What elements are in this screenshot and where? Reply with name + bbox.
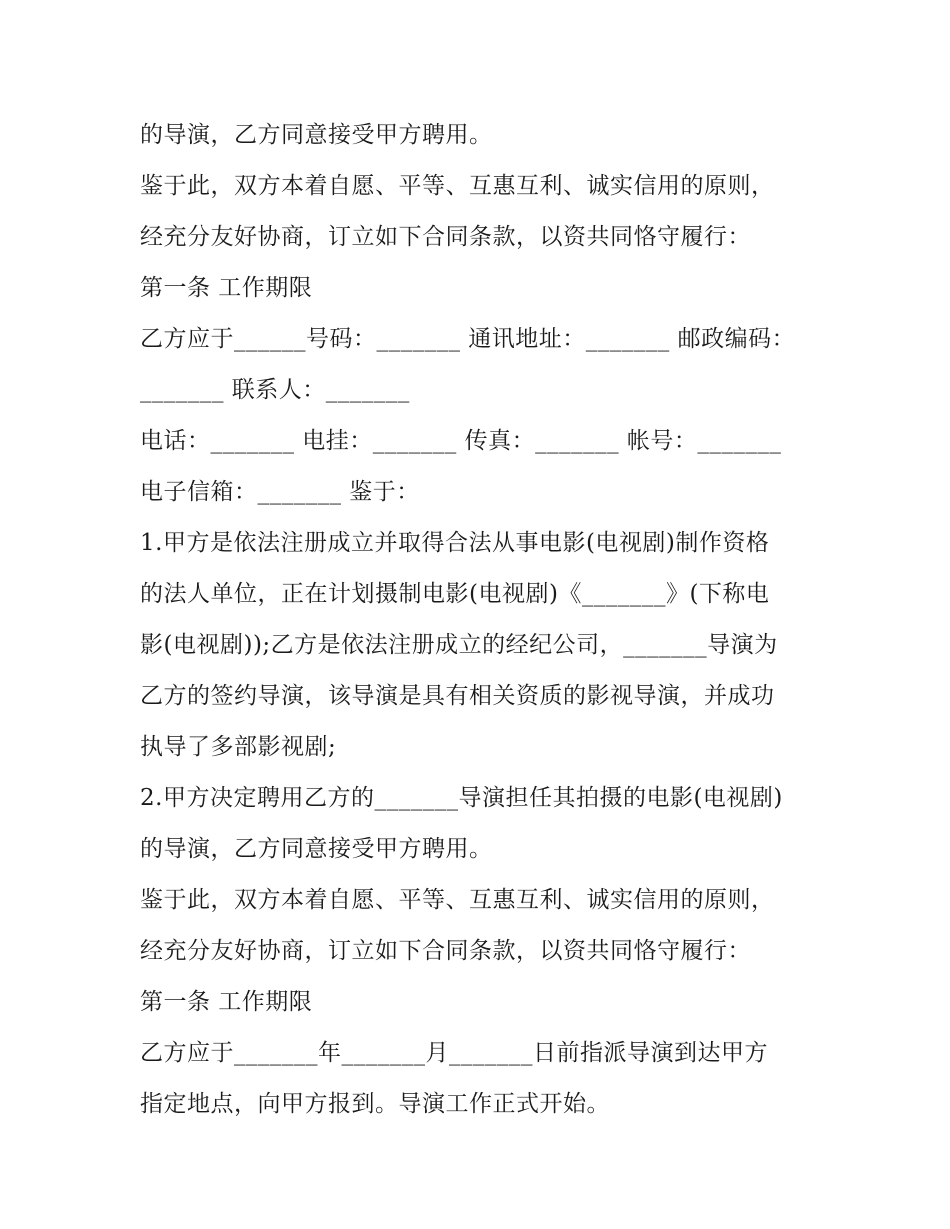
text-line: 2.甲方决定聘用乙方的_______导演担任其拍摄的电影(电视剧): [140, 785, 783, 811]
text-line: 电子信箱：_______ 鉴于：: [140, 479, 420, 505]
text-line: 执导了多部影视剧;: [140, 734, 337, 760]
text-line: 指定地点，向甲方报到。导演工作正式开始。: [140, 1091, 610, 1117]
text-line: 1.甲方是依法注册成立并取得合法从事电影(电视剧)制作资格: [140, 530, 770, 556]
text-line: _______ 联系人：_______: [140, 377, 410, 403]
text-line: 经充分友好协商，订立如下合同条款，以资共同恪守履行：: [140, 938, 751, 964]
text-line: 的法人单位，正在计划摄制电影(电视剧)《_______》(下称电: [140, 581, 770, 607]
text-line: 乙方应于_______年_______月_______日前指派导演到达甲方: [140, 1040, 768, 1066]
section-heading: 第一条 工作期限: [140, 989, 313, 1015]
text-line: 乙方应于______号码：_______ 通讯地址：_______ 邮政编码：: [140, 326, 796, 352]
text-line: 的导演，乙方同意接受甲方聘用。: [140, 122, 493, 148]
text-line: 鉴于此，双方本着自愿、平等、互惠互利、诚实信用的原则，: [140, 887, 775, 913]
text-line: 经充分友好协商，订立如下合同条款，以资共同恪守履行：: [140, 224, 751, 250]
text-line: 乙方的签约导演，该导演是具有相关资质的影视导演，并成功: [140, 683, 775, 709]
text-line: 的导演，乙方同意接受甲方聘用。: [140, 836, 493, 862]
contract-body: [140, 110, 820, 1130]
text-line: 影(电视剧));乙方是依法注册成立的经纪公司，_______导演为: [140, 632, 778, 658]
text-line: 鉴于此，双方本着自愿、平等、互惠互利、诚实信用的原则，: [140, 173, 775, 199]
text-line: 电话：_______ 电挂：_______ 传真：_______ 帐号：_______: [140, 428, 782, 454]
section-heading: 第一条 工作期限: [140, 275, 313, 301]
